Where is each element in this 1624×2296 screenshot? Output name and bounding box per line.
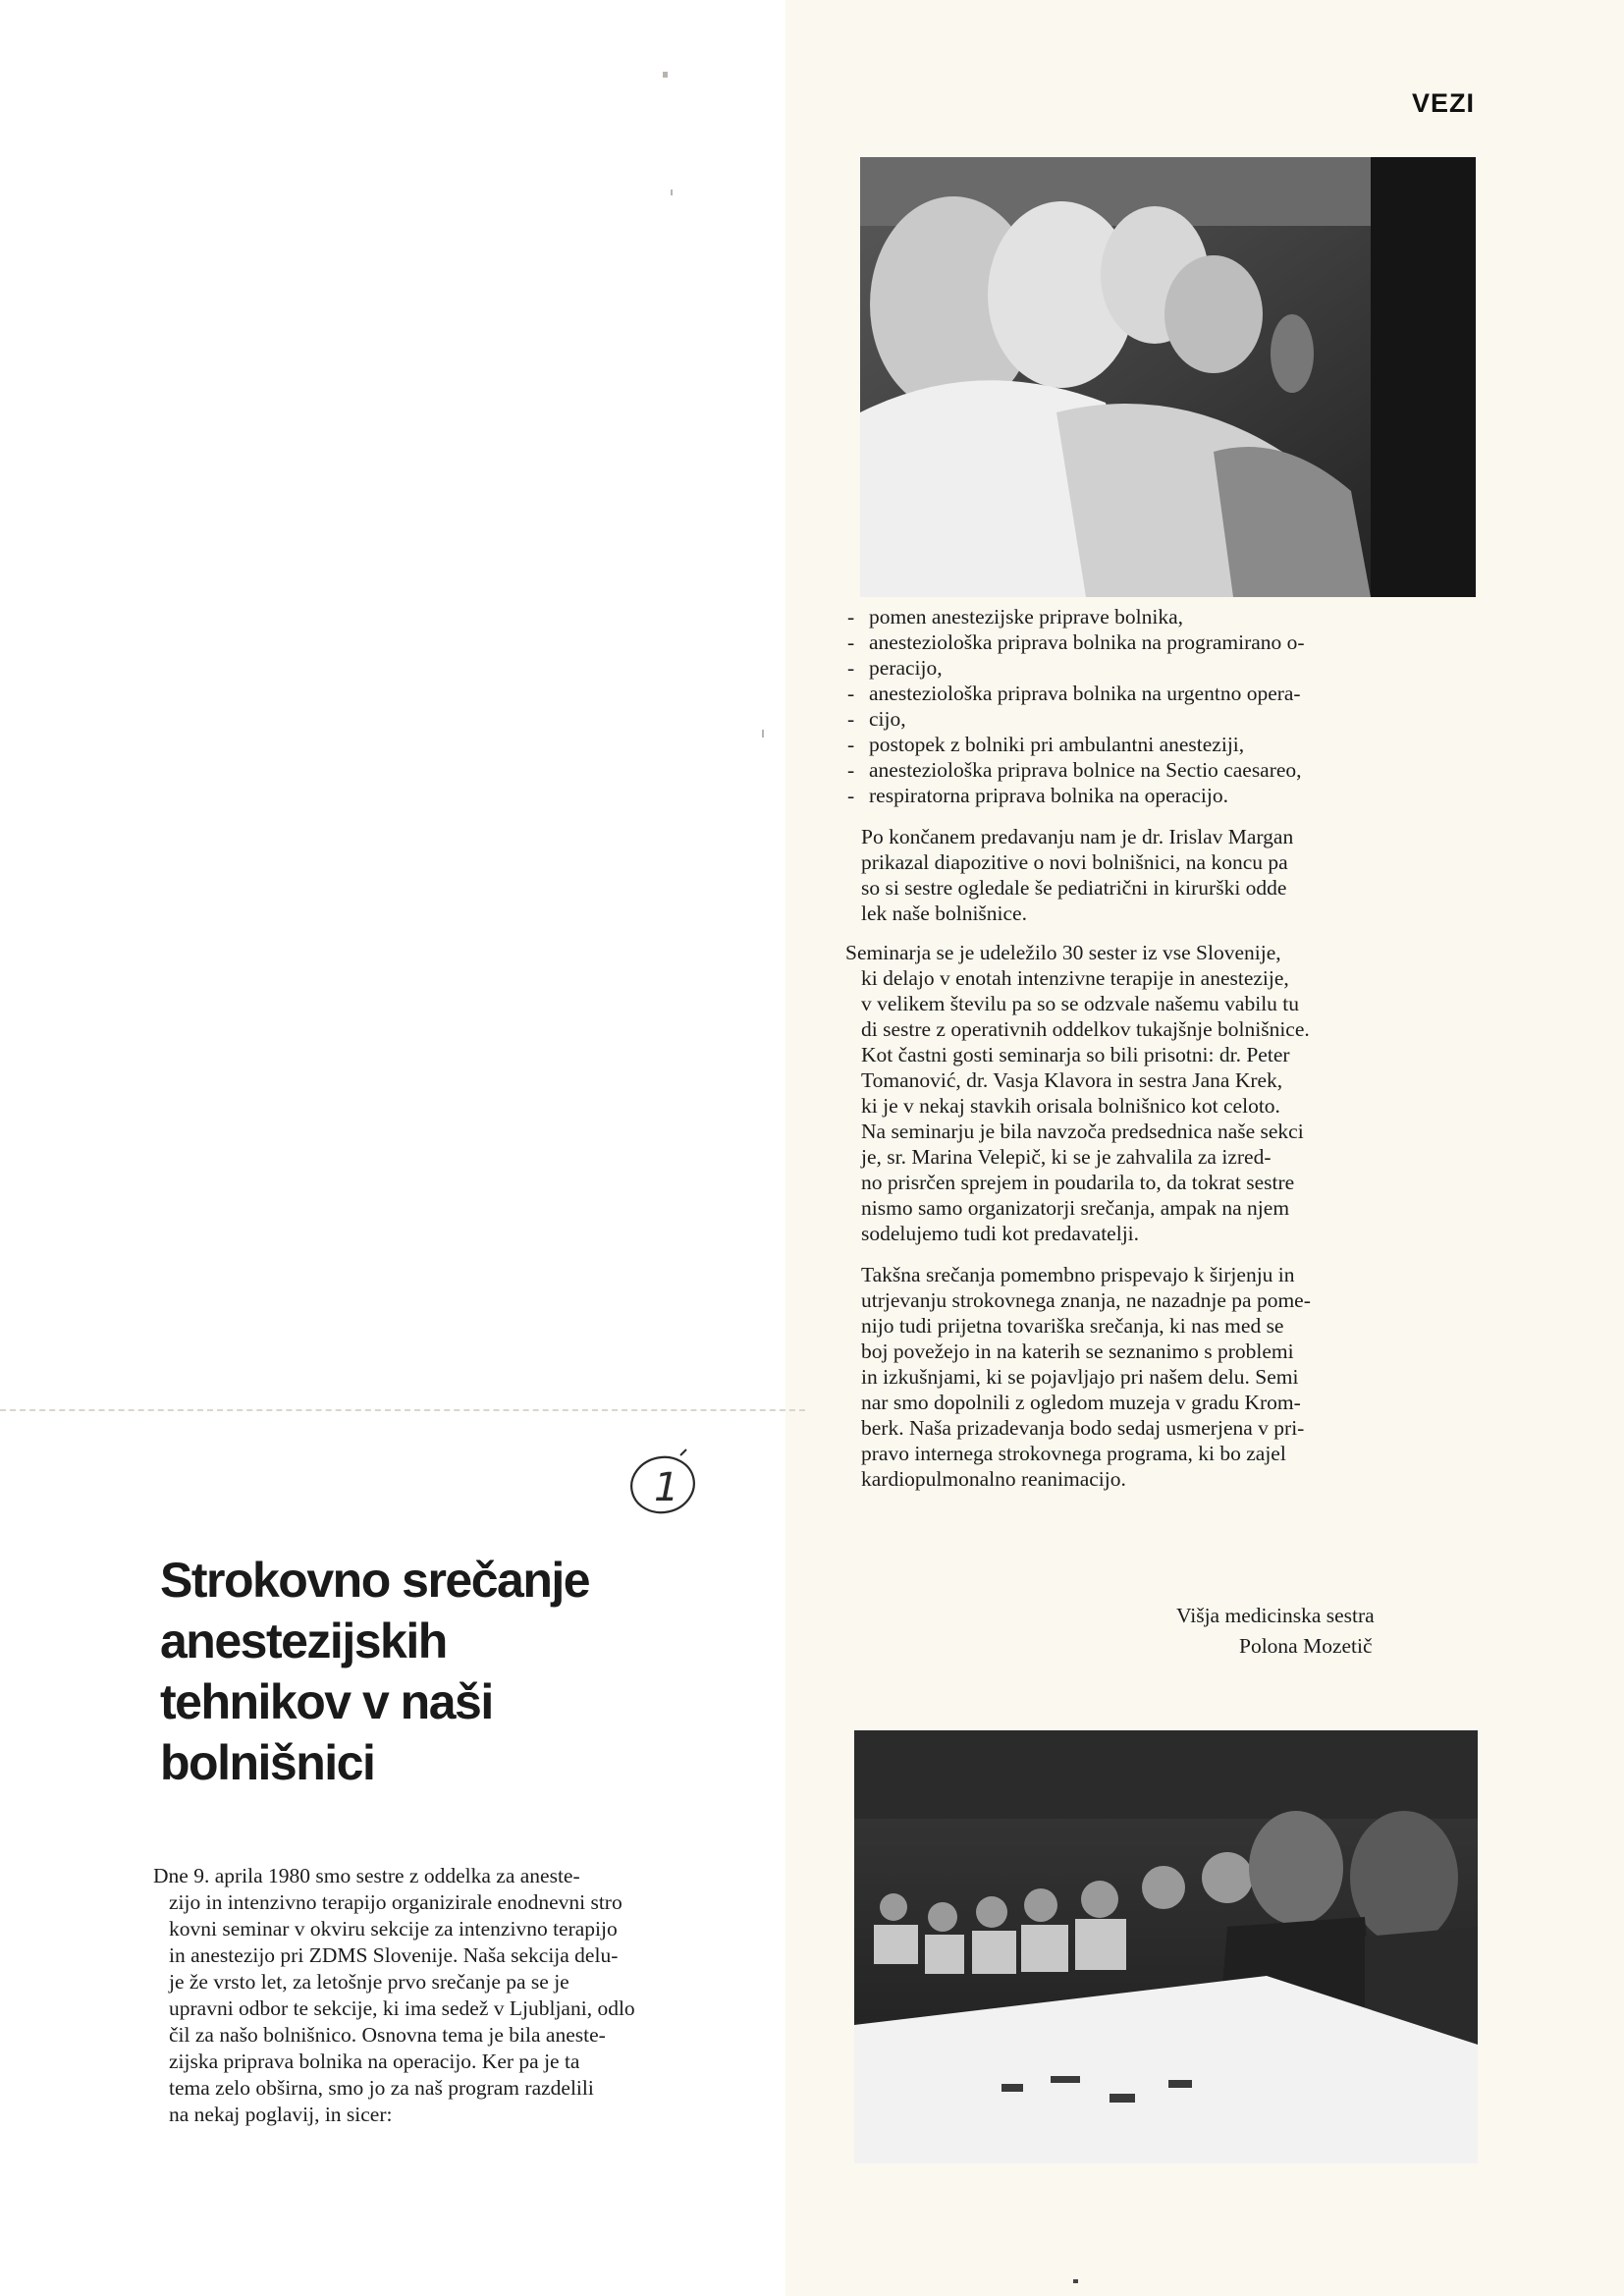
article-title bbox=[160, 1550, 710, 1793]
topic-item: - postopek z bolniki pri ambulantni anesteziji, bbox=[845, 732, 1493, 757]
handwritten-page-marker bbox=[622, 1442, 710, 1520]
article-right-column bbox=[845, 604, 1493, 1492]
topic-item: - anesteziološka priprava bolnice na Sectio caesareo, bbox=[845, 757, 1493, 783]
paragraph-slides: Po končanem predavanju nam je dr. Irislav Margan prikazal diapozitive o novi bolnišnici, na koncu pa so si sestre ogledale še pediatrični in kirurški odde lek naše bolnišnice. bbox=[861, 825, 1294, 925]
topic-item: - respiratorna priprava bolnika na operacijo. bbox=[845, 783, 1493, 808]
paper-mark bbox=[1073, 2279, 1078, 2283]
title-line: anestezijskih bbox=[160, 1613, 447, 1668]
author-role: Višja medicinska sestra bbox=[1176, 1604, 1375, 1627]
topic-item: - anesteziološka priprava bolnika na programirano o- bbox=[845, 629, 1493, 655]
photo-audience-profile bbox=[860, 157, 1476, 597]
paper-mark bbox=[762, 730, 764, 738]
svg-text:1: 1 bbox=[654, 1465, 679, 1510]
author-name: Polona Mozetič bbox=[1239, 1634, 1373, 1658]
topic-list bbox=[845, 604, 1493, 808]
fold-crease bbox=[0, 1409, 805, 1411]
running-head: VEZI bbox=[1412, 88, 1476, 118]
photo-seminar-audience bbox=[854, 1730, 1478, 2163]
title-line: bolnišnici bbox=[160, 1735, 375, 1790]
author-signature bbox=[1176, 1601, 1375, 1662]
article-intro: Dne 9. aprila 1980 smo sestre z oddelka za aneste- zijo in intenzivno terapijo organizirale enodnevni stro kovni seminar v okviru sekcije za intenzivno terapijo in anestezijo pri ZDMS Slovenije. Naša sekcija delu- je že vrsto let, za letošnje prvo srečanje pa se je upravni odbor te sekcije, ki ima sedež v Ljubljani, odlo čil za našo bolnišnico. Osnovna tema je bila aneste- zijska priprava bolnika na operacijo. Ker pa je ta tema zelo obširna, smo jo za naš program razdelili na nekaj poglavij, in sicer: bbox=[153, 1864, 635, 2126]
paragraph-conclusion: Takšna srečanja pomembno prispevajo k širjenju in utrjevanju strokovnega znanja, ne nazadnje pa pome- nijo tudi prijetna tovariška srečanja, ki nas med se boj povežejo in na katerih se seznanimo s problemi in izkušnjami, ki se pojavljajo pri našem delu. Semi nar smo dopolnili z ogledom muzeja v gradu Krom- berk. Naša prizadevanja bodo sedaj usmerjena v pri- pravo internega strokovnega programa, ki bo zajel kardiopulmonalno reanimacijo. bbox=[861, 1263, 1311, 1491]
paper-mark bbox=[671, 190, 673, 195]
topic-item-continuation: - cijo, bbox=[845, 706, 1493, 732]
paper-mark bbox=[663, 72, 668, 78]
topic-item-continuation: - peracijo, bbox=[845, 655, 1493, 681]
topic-item: - anesteziološka priprava bolnika na urgentno opera- bbox=[845, 681, 1493, 706]
paragraph-attendance: Seminarja se je udeležilo 30 sester iz vse Slovenije, ki delajo v enotah intenzivne terapije in anestezije, v velikem številu pa so se odzvale našemu vabilu tu di sestre z operativnih oddelkov tukajšnje bolnišnice. Kot častni gosti seminarja so bili prisotni: dr. Peter Tomanović, dr. Vasja Klavora in sestra Jana Krek, ki je v nekaj stavkih orisala bolnišnico kot celoto. Na seminarju je bila navzoča predsednica naše sekci je, sr. Marina Velepič, ki se je zahvalila za izred- no prisrčen sprejem in poudarila to, da tokrat sestre nismo samo organizatorji srečanja, ampak na njem sodelujemo tudi kot predavatelji. bbox=[845, 941, 1310, 1245]
title-line: tehnikov v naši bbox=[160, 1674, 493, 1729]
title-line: Strokovno srečanje bbox=[160, 1553, 590, 1608]
topic-item: - pomen anestezijske priprave bolnika, bbox=[845, 604, 1493, 629]
